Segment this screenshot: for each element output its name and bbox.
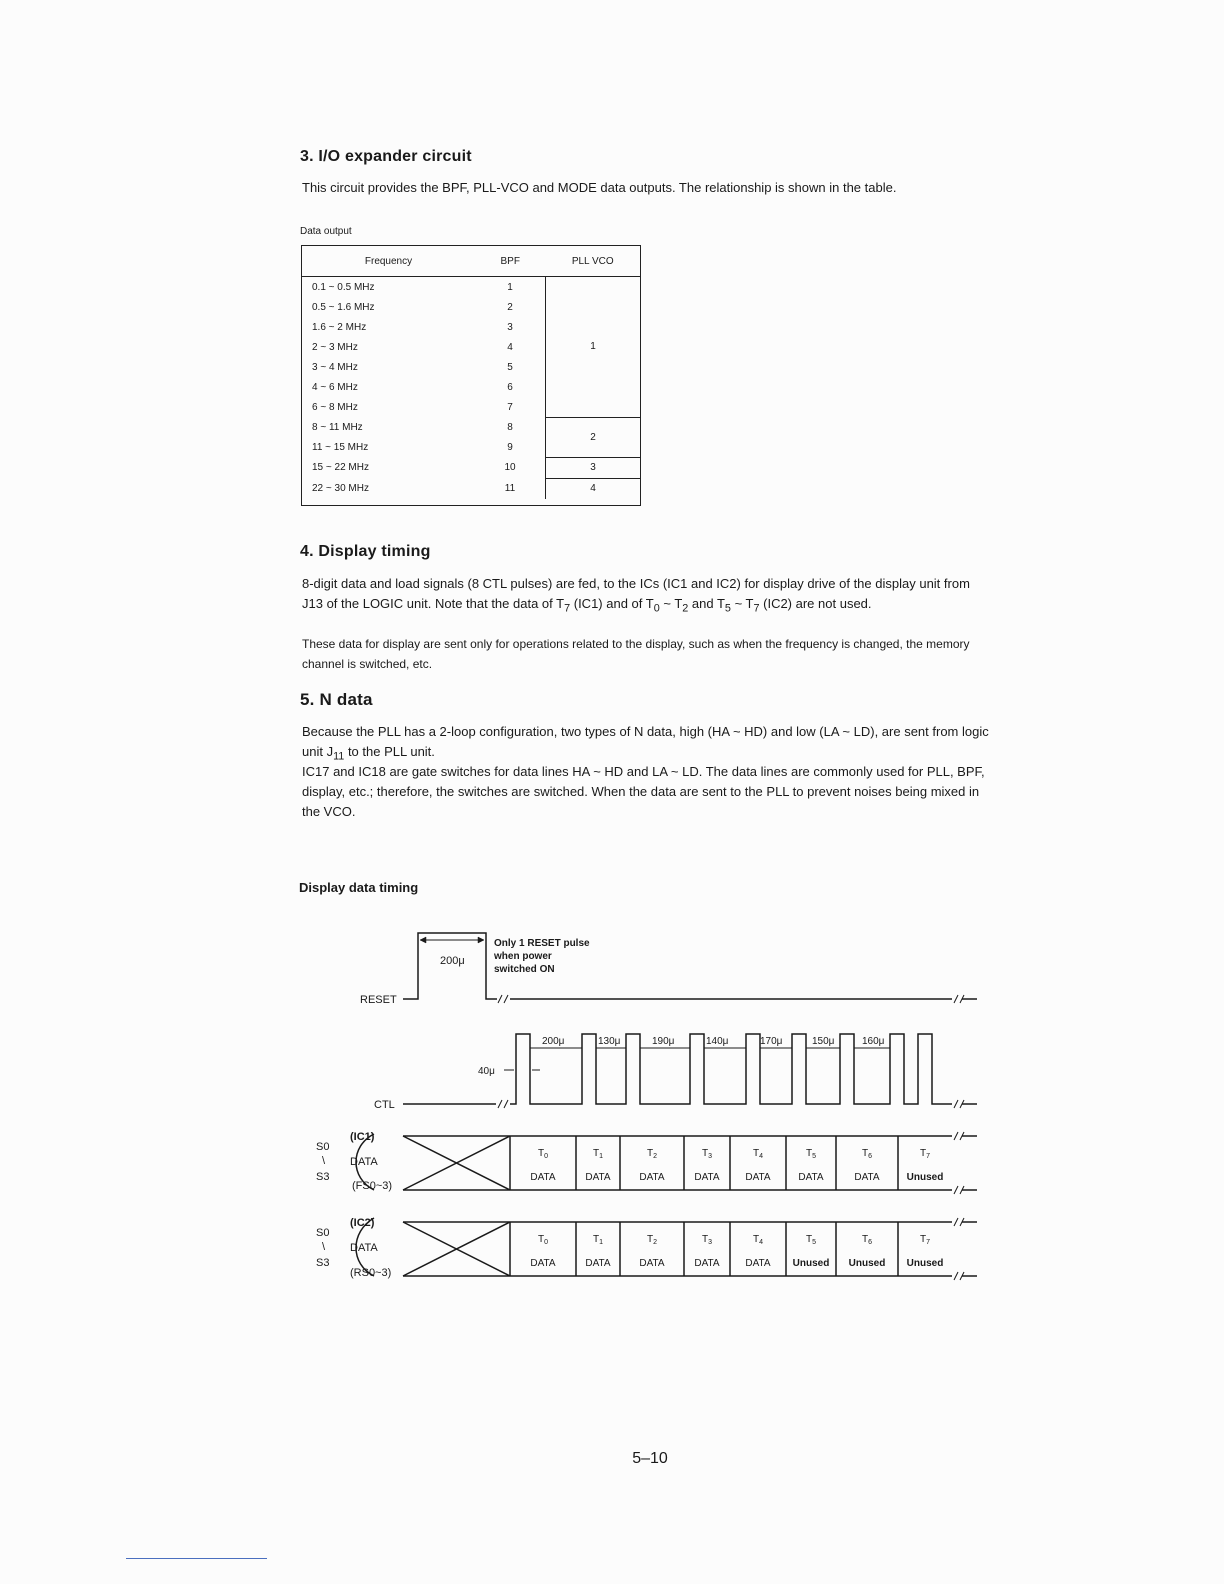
- ctl-interval-label: 190μ: [652, 1036, 675, 1047]
- reset-label: RESET: [360, 994, 397, 1006]
- bus-cell-time: $T_0$: [537, 1148, 549, 1160]
- bus-cell-value: DATA: [745, 1172, 771, 1183]
- vco-cell: 1: [546, 277, 641, 418]
- bus-cell-value: Unused: [792, 1258, 830, 1269]
- page-number: 5–10: [632, 1450, 668, 1467]
- ctl-delay-label: 40μ: [478, 1066, 495, 1077]
- bus-cell-time: $T_1$: [592, 1148, 604, 1160]
- bus-cell-value: DATA: [585, 1258, 611, 1269]
- bus-cell-time: $T_6$: [861, 1148, 873, 1160]
- bus-cell-time: $T_7$: [919, 1234, 931, 1246]
- bus1-fs-label: (FS0~3): [352, 1180, 393, 1192]
- bus-cell-value: DATA: [798, 1172, 824, 1183]
- bus-cell-value: DATA: [745, 1258, 771, 1269]
- break-mark: [498, 1100, 508, 1108]
- bus2-data-label: DATA: [350, 1242, 378, 1254]
- bpf-cell: 10: [504, 462, 516, 473]
- bpf-cell: 9: [507, 441, 513, 453]
- bus-cell-time: $T_3$: [701, 1234, 713, 1246]
- freq-cell: 15 ~ 22 MHz: [312, 462, 369, 473]
- break-mark: [954, 995, 964, 1003]
- bus1-s3-label: S3: [316, 1171, 330, 1183]
- bus-cell-value: DATA: [854, 1172, 880, 1183]
- bus-cell-value: DATA: [639, 1258, 665, 1269]
- freq-cell: 2 ~ 3 MHz: [312, 341, 358, 353]
- bus-cell-time: $T_3$: [701, 1148, 713, 1160]
- bpf-cell: 6: [507, 381, 513, 393]
- ctl-label: CTL: [374, 1099, 395, 1111]
- bus2-cells: [530, 1234, 943, 1269]
- bus-cell-value: Unused: [906, 1258, 944, 1269]
- ctl-interval-label: 150μ: [812, 1036, 835, 1047]
- freq-cell: 11 ~ 15 MHz: [312, 441, 369, 453]
- bus1-ic-label: (IC1): [350, 1131, 375, 1143]
- section4-heading: 4. Display timing: [300, 543, 431, 560]
- bus1-crossover: [403, 1136, 510, 1190]
- col-pll-vco: PLL VCO: [546, 246, 641, 277]
- ctl-interval-label: 160μ: [862, 1036, 885, 1047]
- bus-cell-time: $T_2$: [646, 1148, 658, 1160]
- bus-cell-value: DATA: [694, 1258, 720, 1269]
- reset-width-label: 200μ: [440, 955, 465, 967]
- freq-cell: 0.5 ~ 1.6 MHz: [312, 301, 375, 313]
- section4-paragraph-1: 8-digit data and load signals (8 CTL pulses) are fed, to the ICs (IC1 and IC2) for display drive of the display unit from J13 of the LOGIC unit. Note that the data of $T_7$ (IC1) and of $T_0$ ~ $T_2$ and $T_5$ ~ $T_7$ (IC2) are not used.: [302, 576, 970, 615]
- bus-cell-value: Unused: [848, 1258, 886, 1269]
- bus1-s0-label: S0: [316, 1141, 330, 1153]
- section4-paragraph-2: These data for display are sent only for operations related to the display, such as when the frequency is changed, the memory channel is switched, etc.: [302, 637, 970, 671]
- ctl-interval-label: 200μ: [542, 1036, 565, 1047]
- freq-cell: 1.6 ~ 2 MHz: [312, 321, 367, 333]
- freq-cell: 22 ~ 30 MHz: [312, 482, 369, 494]
- bpf-cell: 4: [507, 341, 513, 353]
- break-mark: [498, 995, 508, 1003]
- bus2-s3-label: S3: [316, 1257, 330, 1269]
- bus-cell-time: $T_7$: [919, 1148, 931, 1160]
- freq-cell: 8 ~ 11 MHz: [312, 421, 363, 433]
- bus-cell-time: $T_0$: [537, 1234, 549, 1246]
- section3-heading: 3. I/O expander circuit: [300, 148, 472, 165]
- break-mark: [954, 1132, 964, 1194]
- bpf-cell: 2: [507, 301, 513, 313]
- freq-cell: 4 ~ 6 MHz: [312, 381, 358, 393]
- vco-cell: 2: [546, 417, 641, 457]
- timing-title: Display data timing: [299, 880, 419, 895]
- ctl-interval-label: 140μ: [706, 1036, 729, 1047]
- bus2-crossover: [403, 1222, 510, 1276]
- bpf-cell: 1: [507, 281, 513, 293]
- ctl-waveform: [510, 1034, 952, 1104]
- freq-cell: 6 ~ 8 MHz: [312, 401, 358, 413]
- col-bpf: BPF: [475, 246, 546, 277]
- bus1-data-label: DATA: [350, 1156, 378, 1168]
- bus2-tails: [962, 1222, 977, 1276]
- bus1-tails: [962, 1136, 977, 1190]
- bpf-cell: 11: [504, 482, 516, 494]
- vco-cell: 4: [546, 478, 641, 499]
- ctl-interval-label: 170μ: [760, 1036, 783, 1047]
- reset-note-line: switched ON: [494, 964, 555, 975]
- section5-heading: 5. N data: [300, 690, 373, 709]
- reset-note-line: when power: [494, 951, 552, 962]
- bpf-cell: 5: [507, 361, 513, 373]
- bus-cell-value: DATA: [530, 1172, 556, 1183]
- bus1-smid-label: \: [322, 1155, 326, 1167]
- table-caption: Data output: [300, 226, 352, 237]
- bpf-cell: 7: [507, 401, 513, 413]
- bus-cell-time: $T_5$: [805, 1148, 817, 1160]
- section5-paragraph-1: Because the PLL has a 2-loop configuration, two types of N data, high (HA ~ HD) and low (LA ~ LD), are sent from logic unit $J_{11}$ to the PLL unit.: [302, 724, 989, 763]
- break-mark: [954, 1218, 964, 1280]
- bus2-ic-label: (IC2): [350, 1217, 375, 1229]
- bus2-s0-label: S0: [316, 1227, 330, 1239]
- bus-cell-value: DATA: [694, 1172, 720, 1183]
- bottom-rule: [126, 1558, 267, 1559]
- bpf-cell: 3: [507, 321, 513, 333]
- bpf-cell: 8: [507, 421, 513, 433]
- bus-cell-time: $T_4$: [752, 1148, 764, 1160]
- section3-text: This circuit provides the BPF, PLL-VCO and MODE data outputs. The relationship is shown in the table.: [302, 180, 897, 195]
- bus-cell-value: DATA: [639, 1172, 665, 1183]
- ctl-interval-label: 130μ: [598, 1036, 621, 1047]
- bus2-smid-label: \: [322, 1241, 326, 1253]
- bus-cell-time: $T_1$: [592, 1234, 604, 1246]
- bus-cell-time: $T_6$: [861, 1234, 873, 1246]
- bus-cell-value: DATA: [530, 1258, 556, 1269]
- reset-note-line: Only 1 RESET pulse: [494, 938, 590, 949]
- bus-cell-value: Unused: [906, 1172, 944, 1183]
- break-mark: [954, 1100, 964, 1108]
- bus-cell-time: $T_2$: [646, 1234, 658, 1246]
- freq-cell: 0.1 ~ 0.5 MHz: [312, 281, 375, 293]
- bus-cell-time: $T_5$: [805, 1234, 817, 1246]
- section5-paragraph-2: IC17 and IC18 are gate switches for data lines HA ~ HD and LA ~ LD. The data lines are commonly used for PLL, BPF, display, etc.; therefore, the switches are switched. When the data are sent to the PLL to prevent noises being mixed in the VCO.: [302, 764, 985, 819]
- bus2-rs-label: (RS0~3): [350, 1267, 392, 1279]
- freq-cell: 3 ~ 4 MHz: [312, 361, 358, 373]
- vco-cell: 3: [546, 457, 641, 478]
- col-frequency: Frequency: [302, 246, 475, 277]
- bus-cell-time: $T_4$: [752, 1234, 764, 1246]
- bus1-cells: [530, 1148, 943, 1183]
- bus-cell-value: DATA: [585, 1172, 611, 1183]
